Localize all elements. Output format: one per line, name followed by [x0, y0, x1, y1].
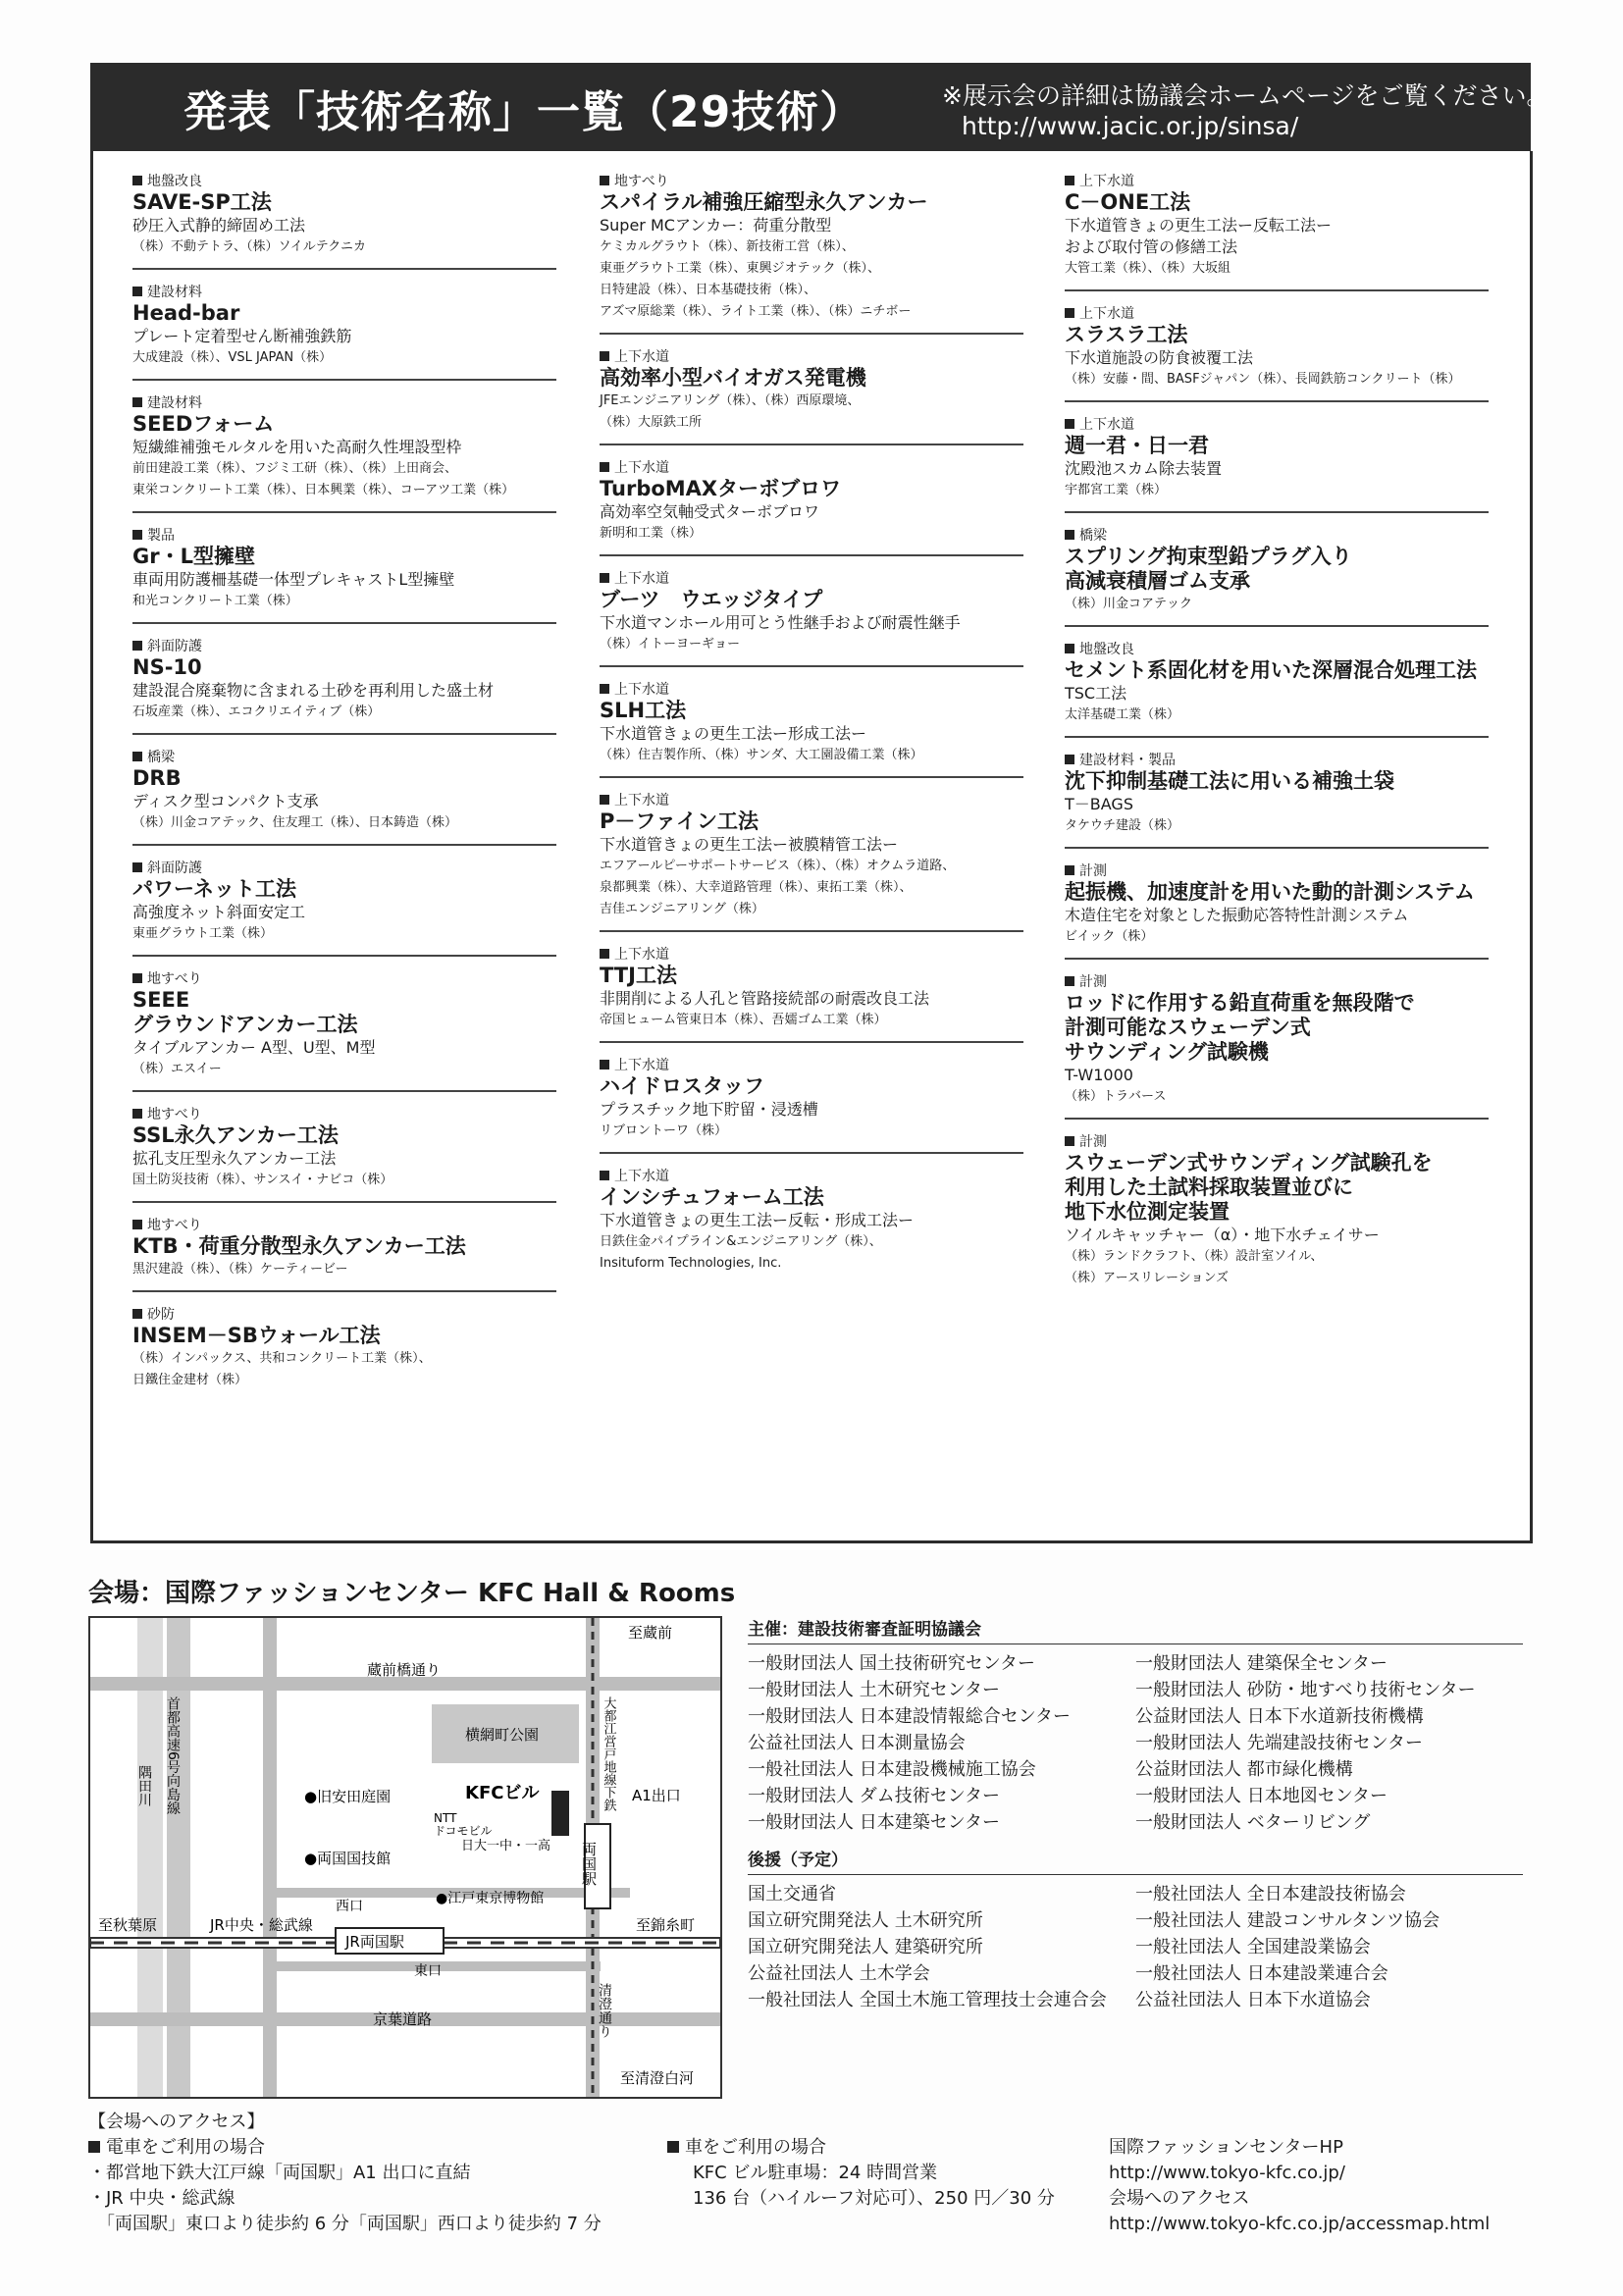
list-line: 一般財団法人 ベターリビング: [1135, 1812, 1371, 1833]
support-list-left: [748, 1881, 1135, 2013]
list-line: 一般社団法人 全日本建設技術協会: [1135, 1884, 1406, 1905]
tech-entry: [132, 749, 556, 846]
tech-description: 沈殿池スカム除去装置: [1065, 459, 1223, 478]
list-line: 一般財団法人 建築保全センター: [1135, 1653, 1388, 1674]
tech-category: 上下水道: [1065, 305, 1489, 323]
tech-entry: [600, 459, 1023, 556]
map-kokugikan: ●両国国技館: [304, 1850, 392, 1867]
tech-name: スプリング拘束型鉛プラグ入り: [1065, 545, 1352, 568]
tech-description: 非開削による人孔と管路接続部の耐震改良工法: [600, 989, 930, 1008]
map-sumida: 隅田川: [136, 1765, 152, 1806]
map-kuramae-st: 蔵前橋通り: [367, 1661, 442, 1679]
tech-name: KTB・荷重分散型永久アンカー工法: [132, 1234, 466, 1258]
tech-companies: 日鐵住金建材（株）: [132, 1373, 248, 1387]
tech-category: 上下水道: [600, 570, 1023, 588]
tech-name: C－ONE工法: [1065, 190, 1191, 214]
tech-category: 地すべり: [132, 970, 556, 988]
tech-entry: [1065, 973, 1489, 1120]
map-kyuyasuda: ●旧安田庭園: [304, 1788, 392, 1805]
access-title: 【会場へのアクセス】: [88, 2112, 265, 2132]
tech-companies: （株）不動テトラ、（株）ソイルテクニカ: [132, 239, 367, 254]
list-line: 「両国駅」東口より徒歩約 6 分「両国駅」西口より徒歩約 7 分: [88, 2214, 602, 2234]
tech-entry: [1065, 752, 1489, 849]
tech-entry: [1065, 641, 1489, 738]
tech-companies: 大管工業（株）、（株）大坂組: [1065, 261, 1231, 276]
tech-description: 下水道施設の防食被覆工法: [1065, 348, 1254, 367]
tech-description: ディスク型コンパクト支承: [132, 792, 319, 810]
tech-name: TTJ工法: [600, 964, 677, 987]
tech-name: インシチュフォーム工法: [600, 1185, 824, 1209]
list-line[interactable]: http://www.tokyo-kfc.co.jp/: [1109, 2163, 1345, 2183]
tech-name: 沈下抑制基礎工法に用いる補強土袋: [1065, 769, 1394, 793]
tech-companies: Insituform Technologies, Inc.: [600, 1256, 782, 1271]
tech-name: スパイラル補強圧縮型永久アンカー: [600, 190, 928, 214]
tech-companies: 吉佳エンジニアリング（株）: [600, 902, 764, 916]
tech-entry: [600, 1057, 1023, 1154]
page-title: 発表「技術名称」一覧（29技術）: [183, 87, 864, 137]
map-nishiguchi: 西口: [336, 1899, 363, 1914]
tech-category: 地すべり: [600, 173, 1023, 190]
tech-description: Super MCアンカー：荷重分散型: [600, 216, 832, 235]
tech-name: SSL永久アンカー工法: [132, 1123, 339, 1147]
tech-name: ロッドに作用する鉛直荷重を無段階で: [1065, 991, 1415, 1015]
tech-category: 上下水道: [600, 792, 1023, 809]
tech-description: 車両用防護柵基礎一体型プレキャストL型擁壁: [132, 570, 455, 589]
venue-map: [88, 1616, 722, 2099]
tech-name: SLH工法: [600, 699, 687, 722]
tech-description: 建設混合廃棄物に含まれる土砂を再利用した盛土材: [132, 681, 495, 700]
tech-name: DRB: [132, 766, 182, 790]
train-heading: 電車をご利用の場合: [88, 2135, 602, 2161]
map-ryogoku-st: 両国駅: [580, 1842, 598, 1886]
tech-companies: 国土防災技術（株）、サンスイ・ナビコ（株）: [132, 1173, 393, 1187]
tech-category: 砂防: [132, 1306, 556, 1324]
tech-companies: 前田建設工業（株）、フジミ工研（株）、（株）上田商会、: [132, 461, 457, 476]
tech-description: 下水道マンホール用可とう性継手および耐震性継手: [600, 613, 961, 632]
list-line: 一般財団法人 日本建設情報総合センター: [748, 1706, 1071, 1727]
header-url[interactable]: http://www.jacic.or.jp/sinsa/: [962, 112, 1299, 140]
tech-name: グラウンドアンカー工法: [132, 1013, 358, 1036]
list-line: ・JR 中央・総武線: [88, 2188, 236, 2209]
tech-category: 橋梁: [132, 749, 556, 766]
list-line: 公益社団法人 日本測量協会: [748, 1733, 966, 1753]
tech-category: 地すべり: [132, 1106, 556, 1123]
tech-category: 計測: [1065, 973, 1489, 991]
list-line: 公益社団法人 土木学会: [748, 1963, 930, 1984]
tech-description: プラスチック地下貯留・浸透槽: [600, 1100, 818, 1119]
map-school: 日大一中・一高: [461, 1839, 551, 1853]
tech-companies: 大成建設（株）、VSL JAPAN（株）: [132, 350, 333, 365]
tech-description: 木造住宅を対象とした振動応答特性計測システム: [1065, 906, 1409, 924]
road-west: [263, 1618, 277, 2097]
tech-category: 斜面防護: [132, 638, 556, 655]
tech-companies: 東栄コンクリート工業（株）、日本興業（株）、コーアツ工業（株）: [132, 483, 515, 497]
map-higashiguchi: 東口: [414, 1963, 442, 1979]
tech-description: 砂圧入式静的締固め工法: [132, 216, 306, 235]
tech-category: 上下水道: [600, 459, 1023, 477]
list-line: 一般財団法人 国土技術研究センター: [748, 1653, 1035, 1674]
tech-description: 下水道管きょの更生工法ー被膜精管工法ー: [600, 835, 899, 854]
tech-category: 建設材料: [132, 394, 556, 412]
column-2: [600, 173, 1023, 1298]
tech-description: TSC工法: [1065, 684, 1127, 703]
header-note: ※展示会の詳細は協議会ホームページをご覧ください。: [942, 81, 1551, 110]
tech-category: 地盤改良: [132, 173, 556, 190]
technology-list: [90, 151, 1533, 1543]
tech-companies: アズマ原総業（株）、ライト工業（株）、（株）ニチボー: [600, 304, 912, 319]
tech-companies: （株）川金コアテック、住友理工（株）、日本鋳造（株）: [132, 815, 457, 830]
list-line: 136 台（ハイルーフ対応可）、250 円／30 分: [693, 2188, 1055, 2209]
map-kuramae: 至蔵前: [628, 1624, 673, 1642]
tech-entry: [132, 860, 556, 957]
support-heading: 後援（予定）: [748, 1846, 1523, 1875]
tech-companies: 太洋基礎工業（株）: [1065, 707, 1180, 722]
tech-companies: （株）ランドクラフト、（株）設計室ソイル、: [1065, 1249, 1324, 1264]
map-svg: [90, 1618, 720, 2097]
tech-category: 計測: [1065, 1133, 1489, 1151]
tech-entry: [1065, 173, 1489, 291]
tech-companies: 新明和工業（株）: [600, 526, 703, 541]
tech-category: 建設材料: [132, 284, 556, 301]
tech-description: 下水道管きょの更生工法ー形成工法ー: [600, 724, 867, 743]
organizer-list-right: [1135, 1650, 1523, 1836]
tech-category: 上下水道: [1065, 173, 1489, 190]
column-3: [1065, 173, 1489, 1313]
tech-companies: リブロントーワ（株）: [600, 1123, 728, 1138]
map-ntt: NTT ドコモビル: [434, 1811, 493, 1839]
tech-category: 上下水道: [1065, 416, 1489, 434]
tech-name: Head-bar: [132, 301, 240, 325]
map-kiyosumi-st: 清澄通り: [597, 1983, 612, 2038]
list-line: 公益財団法人 都市緑化機構: [1135, 1759, 1353, 1780]
list-line: 一般社団法人 建設コンサルタンツ協会: [1135, 1910, 1440, 1931]
map-keiyo: 京葉道路: [373, 2010, 433, 2028]
list-line: 国立研究開発法人 建築研究所: [748, 1937, 983, 1957]
tech-companies: （株）エスイー: [132, 1062, 222, 1076]
map-shutoko: 首都高速6号向島線: [165, 1696, 181, 1815]
map-yokoami: 横網町公園: [465, 1726, 540, 1744]
tech-entry: [132, 638, 556, 735]
list-line: ・都営地下鉄大江戸線「両国駅」A1 出口に直結: [88, 2163, 471, 2183]
list-line: 一般社団法人 日本建設機械施工協会: [748, 1759, 1036, 1780]
tech-name: Gr・L型擁壁: [132, 545, 255, 568]
tech-name: P－ファイン工法: [600, 809, 759, 833]
tech-entry: [132, 1106, 556, 1203]
list-line: 国際ファッションセンターHP: [1109, 2137, 1343, 2158]
tech-description: T-W1000: [1065, 1066, 1133, 1084]
tech-category: 上下水道: [600, 1057, 1023, 1074]
tech-name: スラスラ工法: [1065, 323, 1188, 346]
tech-entry: [132, 970, 556, 1092]
tech-entry: [132, 1306, 556, 1401]
tech-companies: 日特建設（株）、日本基礎技術（株）、: [600, 283, 817, 297]
tech-description: ソイルキャッチャー（α）・地下水チェイサー: [1065, 1226, 1380, 1244]
tech-name: 週一君・日一君: [1065, 434, 1209, 457]
tech-entry: [132, 527, 556, 624]
tech-name: 起振機、加速度計を用いた動的計測システム: [1065, 880, 1475, 904]
list-line: 一般社団法人 日本建設業連合会: [1135, 1963, 1388, 1984]
tech-companies: 日鉄住金パイプライン&エンジニアリング（株）、: [600, 1234, 882, 1249]
tech-category: 上下水道: [600, 1168, 1023, 1185]
tech-name: 地下水位測定装置: [1065, 1200, 1230, 1224]
list-line: 一般財団法人 砂防・地すべり技術センター: [1135, 1680, 1476, 1700]
tech-companies: JFEエンジニアリング（株）、（株）西原環境、: [600, 393, 861, 408]
map-kinshicho: 至錦糸町: [636, 1916, 696, 1934]
tech-name: NS-10: [132, 655, 202, 679]
tech-name: セメント系固化材を用いた深層混合処理工法: [1065, 658, 1477, 682]
tech-companies: （株）住吉製作所、（株）サンダ、大工園設備工業（株）: [600, 748, 923, 762]
tech-name: SAVE-SP工法: [132, 190, 272, 214]
hp-lines: [1109, 2135, 1490, 2237]
car-heading: 車をご利用の場合: [667, 2135, 1055, 2161]
tech-name: ハイドロスタッフ: [600, 1074, 764, 1098]
list-line: 一般社団法人 全国土木施工管理技士会連合会: [748, 1990, 1107, 2010]
map-edo-museum: ●江戸東京博物館: [436, 1891, 545, 1906]
tech-name: ブーツ ウエッジタイプ: [600, 588, 823, 611]
list-line: 一般社団法人 全国建設業協会: [1135, 1937, 1371, 1957]
map-kfc: KFCビル: [465, 1783, 540, 1803]
tech-description: 下水道管きょの更生工法ー反転工法ー: [1065, 216, 1333, 235]
tech-entry: [132, 284, 556, 381]
tech-description: 高強度ネット斜面安定工: [132, 903, 306, 921]
tech-entry: [600, 681, 1023, 778]
tech-name: SEEDフォーム: [132, 412, 275, 436]
tech-companies: （株）トラバース: [1065, 1089, 1167, 1104]
list-line: KFC ビル駐車場：24 時間営業: [693, 2163, 938, 2183]
tech-entry: [600, 348, 1023, 445]
tech-companies: （株）アースリレーションズ: [1065, 1271, 1230, 1285]
tech-companies: ケミカルグラウト（株）、新技術工営（株）、: [600, 239, 855, 254]
tech-name: スウェーデン式サウンディング試験孔を: [1065, 1151, 1433, 1174]
organizer-heading: 主催：建設技術審査証明協議会: [748, 1615, 1523, 1644]
tech-entry: [1065, 305, 1489, 402]
list-line: 一般財団法人 日本地図センター: [1135, 1786, 1388, 1806]
list-line: 国立研究開発法人 土木研究所: [748, 1910, 983, 1931]
tech-category: 地すべり: [132, 1217, 556, 1234]
tech-category: 斜面防護: [132, 860, 556, 877]
tech-entry: [132, 394, 556, 513]
tech-category: 建設材料・製品: [1065, 752, 1489, 769]
tech-companies: エフアールピーサポートサービス（株）、（株）オクムラ道路、: [600, 859, 956, 873]
list-line: 公益社団法人 日本下水道協会: [1135, 1990, 1371, 2010]
tech-entry: [1065, 527, 1489, 627]
tech-companies: （株）インパックス、共和コンクリート工業（株）、: [132, 1351, 432, 1366]
tech-entry: [132, 173, 556, 270]
tech-category: 上下水道: [600, 681, 1023, 699]
train-lines: [88, 2161, 602, 2237]
tech-name: パワーネット工法: [132, 877, 296, 901]
tech-companies: タケウチ建設（株）: [1065, 818, 1180, 833]
tech-description: 拡孔支圧型永久アンカー工法: [132, 1149, 337, 1168]
list-line: 公益財団法人 日本下水道新技術機構: [1135, 1706, 1424, 1727]
access-car: [667, 2135, 1055, 2212]
list-line: 国土交通省: [748, 1884, 836, 1905]
tech-category: 計測: [1065, 862, 1489, 880]
tech-description: プレート定着型せん断補強鉄筋: [132, 327, 352, 345]
tech-category: 製品: [132, 527, 556, 545]
list-line: 会場へのアクセス: [1109, 2188, 1250, 2209]
map-kiyosumi: 至清澄白河: [620, 2069, 695, 2087]
tech-name: SEEE: [132, 988, 190, 1012]
tech-companies: 泉都興業（株）、大幸道路管理（株）、東拓工業（株）、: [600, 880, 913, 895]
tech-category: 上下水道: [600, 348, 1023, 366]
tech-entry: [600, 173, 1023, 335]
tech-companies: （株）安藤・間、BASFジャパン（株）、長岡鉄筋コンクリート（株）: [1065, 372, 1461, 387]
tech-description: 短繊維補強モルタルを用いた高耐久性埋設型枠: [132, 438, 462, 456]
tech-category: 橋梁: [1065, 527, 1489, 545]
tech-name: 高効率小型バイオガス発電機: [600, 366, 866, 390]
tech-companies: 東亜グラウト工業（株）、東興ジオテック（株）、: [600, 261, 881, 276]
support-list-right: [1135, 1881, 1523, 2013]
map-oedo: 大都江営戸地線下鉄: [601, 1696, 616, 1811]
tech-companies: 宇都宮工業（株）: [1065, 483, 1168, 497]
tech-companies: （株）川金コアテック: [1065, 597, 1193, 611]
tech-description: T－BAGS: [1065, 795, 1133, 813]
tech-entry: [600, 1168, 1023, 1284]
car-lines: [667, 2161, 1055, 2212]
tech-companies: （株）イトーヨーギョー: [600, 637, 741, 652]
tech-entry: [600, 792, 1023, 932]
road-kuramae: [90, 1677, 720, 1691]
column-1: [132, 173, 556, 1415]
map-akihabara: 至秋葉原: [98, 1916, 158, 1934]
header-banner: [90, 63, 1551, 151]
tech-description: 高効率空気軸受式ターボブロワ: [600, 502, 820, 521]
kfc-building: [551, 1791, 569, 1836]
tech-companies: 黒沢建設（株）、（株）ケーティービー: [132, 1262, 348, 1277]
tech-entry: [132, 1217, 556, 1292]
tech-name: 利用した土試料採取装置並びに: [1065, 1175, 1353, 1199]
list-line[interactable]: http://www.tokyo-kfc.co.jp/accessmap.html: [1109, 2214, 1491, 2234]
tech-description: 下水道管きょの更生工法ー反転・形成工法ー: [600, 1211, 915, 1229]
tech-companies: （株）大原鉄工所: [600, 415, 703, 430]
tech-description: タイブルアンカー A型、U型、M型: [132, 1038, 376, 1057]
access-hp: [1109, 2135, 1490, 2237]
tech-entry: [600, 570, 1023, 667]
list-line: 一般財団法人 土木研究センター: [748, 1680, 1001, 1700]
tech-companies: 東亜グラウト工業（株）: [132, 926, 274, 941]
tech-name: TurboMAXターボブロワ: [600, 477, 842, 500]
tech-companies: 和光コンクリート工業（株）: [132, 594, 298, 608]
tech-companies: 帝国ヒューム管東日本（株）、吾嬬ゴム工業（株）: [600, 1013, 887, 1027]
tech-name: 高減衰積層ゴム支承: [1065, 569, 1250, 593]
map-jr-line: JR中央・総武線: [210, 1916, 313, 1934]
tech-companies: ビイック（株）: [1065, 929, 1154, 944]
tech-category: 地盤改良: [1065, 641, 1489, 658]
tech-entry: [1065, 416, 1489, 513]
access-train: [88, 2110, 602, 2237]
tech-name: 計測可能なスウェーデン式: [1065, 1016, 1311, 1039]
map-jr-ryogoku: JR両国駅: [345, 1933, 404, 1951]
list-line: 一般財団法人 先端建設技術センター: [1135, 1733, 1423, 1753]
tech-companies: 石坂産業（株）、エコクリエイティブ（株）: [132, 704, 381, 719]
venue-title: 会場：国際ファッションセンター KFC Hall & Rooms: [88, 1579, 736, 1608]
tech-category: 上下水道: [600, 946, 1023, 964]
tech-entry: [1065, 1133, 1489, 1299]
tech-description: および取付管の修繕工法: [1065, 237, 1238, 256]
organizers: [748, 1615, 1523, 2013]
organizer-list-left: [748, 1650, 1135, 1836]
tech-name: サウンディング試験機: [1065, 1040, 1269, 1064]
list-line: 一般財団法人 ダム技術センター: [748, 1786, 1001, 1806]
tech-entry: [600, 946, 1023, 1043]
tech-name: INSEM－SBウォール工法: [132, 1324, 381, 1347]
list-line: 一般財団法人 日本建築センター: [748, 1812, 1001, 1833]
map-a1: A1出口: [632, 1787, 681, 1804]
tech-entry: [1065, 862, 1489, 960]
